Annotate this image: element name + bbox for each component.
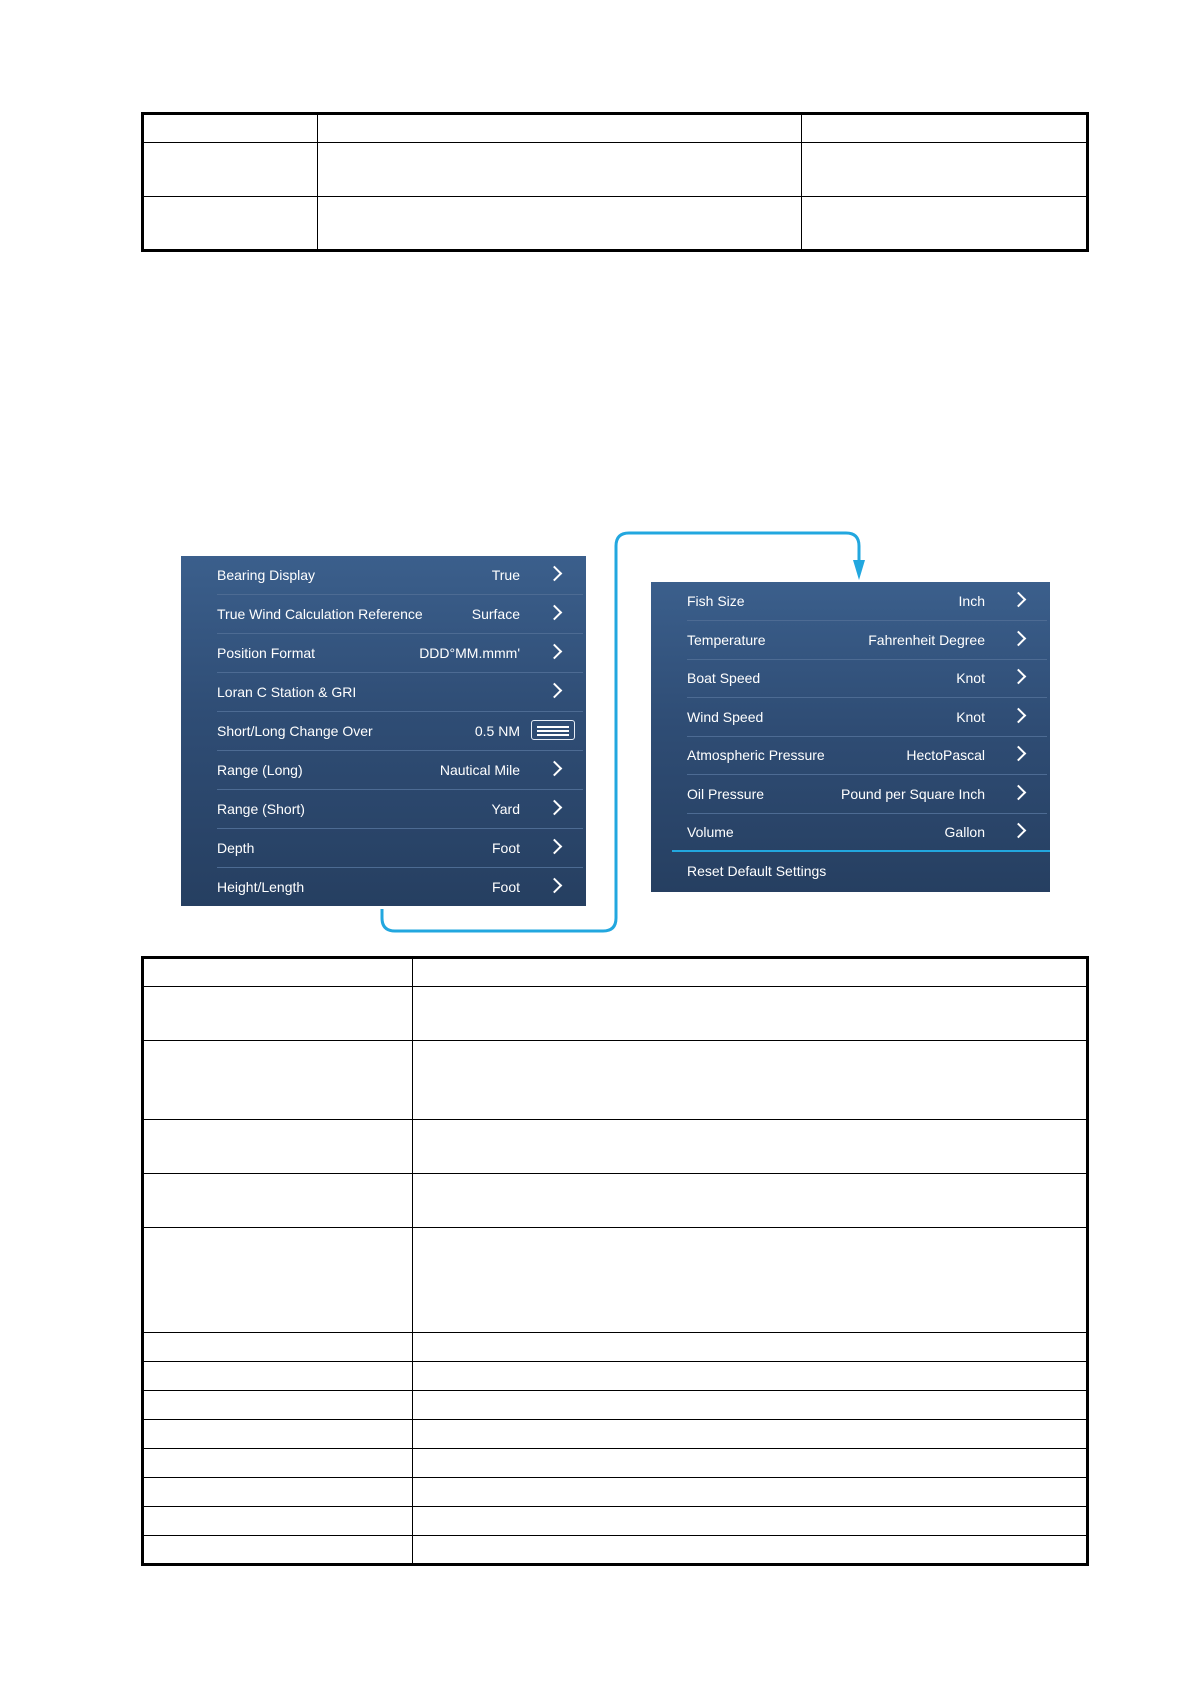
keyboard-key-row	[537, 726, 569, 728]
menu-item-volume[interactable]	[651, 813, 1050, 852]
menu-item-value: Nautical Mile	[439, 762, 520, 778]
menu-item-label: Boat Speed	[687, 670, 761, 686]
bottom-table	[141, 956, 1089, 1566]
chevron-right-icon	[1011, 592, 1027, 608]
menu-item-label: Wind Speed	[687, 708, 764, 725]
menu-item-value: Yard	[491, 801, 520, 817]
menu-item-value: Gallon	[944, 824, 985, 840]
menu-item-label: Position Format	[217, 645, 316, 661]
menu-item-label: Bearing Display	[217, 567, 316, 583]
keyboard-icon[interactable]	[531, 720, 575, 740]
table-row	[143, 1449, 1088, 1478]
table-row	[143, 114, 1088, 143]
menu-item-label: Volume	[687, 824, 734, 840]
menu-item-value: Foot	[491, 840, 520, 856]
menu-item-label: True Wind Calculation Reference	[217, 606, 423, 622]
menu-item-value: True	[491, 567, 520, 583]
menu-item-fish-size[interactable]	[651, 582, 1050, 621]
chevron-right-icon	[1011, 746, 1027, 762]
menu-item-true-wind-calculation-reference[interactable]	[181, 595, 586, 634]
keyboard-key-row	[537, 730, 569, 732]
menu-item-value: Surface	[471, 606, 520, 622]
chevron-right-icon	[1011, 707, 1027, 723]
table-row	[143, 1333, 1088, 1362]
menu-item-label: Atmospheric Pressure	[687, 747, 825, 763]
table-row	[143, 1120, 1088, 1174]
menu-item-value: Inch	[958, 593, 985, 609]
chevron-right-icon	[1011, 630, 1027, 646]
table-row	[143, 1391, 1088, 1420]
chevron-right-icon	[1011, 823, 1027, 839]
table-row	[143, 1536, 1088, 1565]
reset-default-settings-button[interactable]	[651, 852, 1050, 891]
table-row	[143, 1228, 1088, 1333]
chevron-right-icon	[547, 566, 563, 582]
menu-item-label: Height/Length	[217, 879, 305, 895]
menu-item-value: 0.5 NM	[474, 723, 520, 739]
menu-item-value: Fahrenheit Degree	[868, 631, 985, 648]
menu-item-depth[interactable]	[181, 829, 586, 868]
chevron-right-icon	[547, 839, 563, 855]
menu-item-label: Loran C Station & GRI	[217, 684, 357, 700]
chevron-right-icon	[1011, 784, 1027, 800]
menu-item-range-short[interactable]	[181, 790, 586, 829]
menu-item-position-format[interactable]	[181, 634, 586, 673]
menu-item-height-length[interactable]	[181, 868, 586, 907]
menu-item-value: Foot	[491, 879, 520, 895]
menu-item-wind-speed[interactable]	[651, 698, 1050, 737]
menu-item-label: Range (Short)	[217, 801, 305, 817]
reset-label: Reset Default Settings	[687, 863, 827, 879]
chevron-right-icon	[547, 878, 563, 894]
menu-item-temperature[interactable]	[651, 621, 1050, 660]
menu-item-label: Temperature	[687, 631, 766, 648]
chevron-right-icon	[547, 683, 563, 699]
top-table	[141, 112, 1089, 252]
menu-item-range-long[interactable]	[181, 751, 586, 790]
arrow-head-icon	[853, 560, 865, 580]
table-row	[143, 197, 1088, 251]
table-row	[143, 143, 1088, 197]
chevron-right-icon	[547, 761, 563, 777]
menu-item-value: Pound per Square Inch	[841, 785, 985, 802]
menu-item-atmospheric-pressure[interactable]	[651, 736, 1050, 775]
menu-item-label: Range (Long)	[217, 762, 303, 778]
chevron-right-icon	[1011, 669, 1027, 685]
table-row	[143, 1362, 1088, 1391]
menu-item-value: Knot	[956, 670, 985, 686]
chevron-right-icon	[547, 800, 563, 816]
menu-item-label: Fish Size	[687, 593, 745, 609]
table-row	[143, 958, 1088, 987]
table-row	[143, 1507, 1088, 1536]
menu-item-short-long-change-over[interactable]	[181, 712, 586, 751]
menu-item-value: Knot	[956, 708, 985, 725]
table-row	[143, 1420, 1088, 1449]
table-row	[143, 987, 1088, 1041]
table-row	[143, 1478, 1088, 1507]
menu-item-loran-c-station-gri[interactable]	[181, 673, 586, 712]
menu-item-label: Short/Long Change Over	[217, 723, 373, 739]
menu-item-bearing-display[interactable]	[181, 556, 586, 595]
menu-item-value: HectoPascal	[906, 747, 985, 763]
table-row	[143, 1174, 1088, 1228]
units-menu-panel-continued	[651, 582, 1050, 892]
menu-item-label: Oil Pressure	[687, 785, 765, 802]
units-menu-panel	[181, 556, 586, 906]
menu-item-oil-pressure[interactable]	[651, 775, 1050, 814]
menu-item-value: DDD°MM.mmm'	[419, 645, 520, 661]
menu-item-label: Depth	[217, 840, 255, 856]
chevron-right-icon	[547, 605, 563, 621]
keyboard-key-row	[537, 734, 569, 736]
chevron-right-icon	[547, 644, 563, 660]
menu-item-boat-speed[interactable]	[651, 659, 1050, 698]
table-row	[143, 1041, 1088, 1120]
